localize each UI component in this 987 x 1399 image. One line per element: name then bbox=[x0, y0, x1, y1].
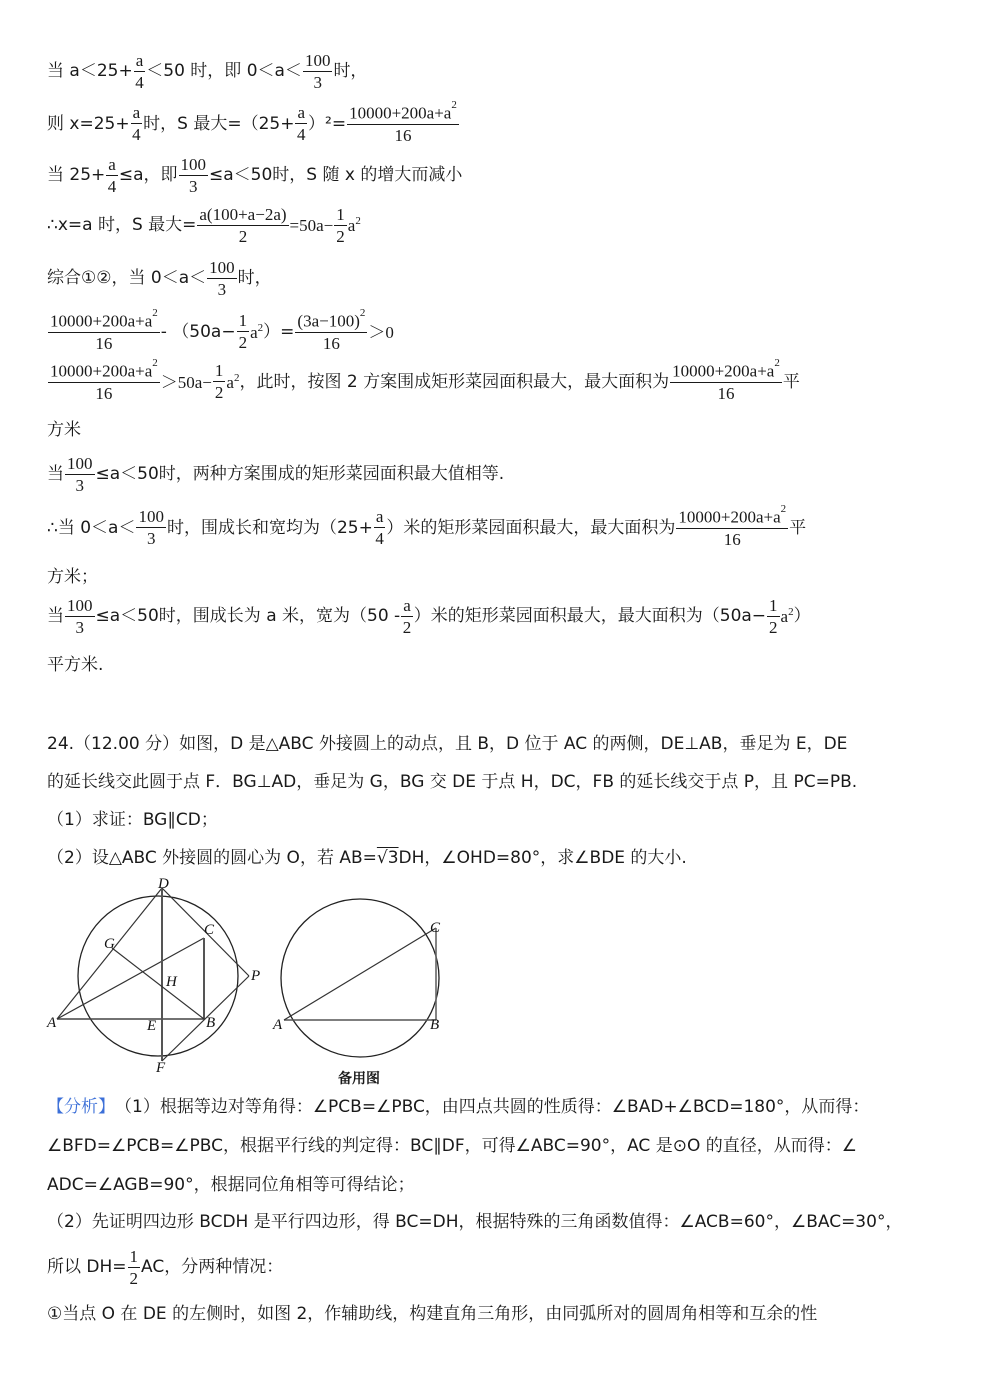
denominator: 3 bbox=[75, 617, 84, 637]
numerator: 1 bbox=[214, 361, 224, 381]
segment-AD bbox=[57, 888, 162, 1019]
denominator: 2 bbox=[402, 617, 412, 637]
denominator: 2 bbox=[769, 617, 778, 637]
question-part-1 bbox=[47, 812, 218, 829]
solution-line-2 bbox=[47, 99, 460, 145]
text: ＞50a− bbox=[160, 372, 212, 392]
denominator: 16 bbox=[723, 529, 741, 549]
solution-line-13 bbox=[47, 657, 103, 674]
question-line-2 bbox=[47, 774, 857, 791]
solution-line-1 bbox=[47, 52, 367, 92]
fraction bbox=[347, 99, 459, 145]
solution-line-7 bbox=[47, 357, 800, 403]
numerator: 10000+200a+a bbox=[50, 311, 153, 331]
circumcircle bbox=[281, 899, 439, 1057]
fraction bbox=[334, 206, 347, 246]
text: 时，S 最大=（25+ bbox=[143, 113, 295, 134]
fraction bbox=[134, 52, 146, 92]
text: ＜50 时，即 0＜a＜ bbox=[146, 61, 302, 82]
fraction bbox=[131, 104, 143, 144]
denominator: 4 bbox=[135, 72, 144, 92]
analysis-line-4 bbox=[47, 1214, 902, 1231]
text: ）²= bbox=[308, 113, 347, 134]
numerator: a bbox=[403, 596, 411, 615]
figure-2 bbox=[270, 886, 450, 1066]
text: ∴当 0＜a＜ bbox=[47, 517, 136, 538]
numerator: 100 bbox=[180, 155, 206, 174]
text: 当 25+ bbox=[47, 165, 106, 186]
fraction bbox=[670, 357, 782, 403]
denominator: 16 bbox=[717, 383, 735, 403]
text: 当 bbox=[47, 464, 64, 485]
text: a bbox=[250, 322, 258, 342]
label-H: H bbox=[166, 974, 177, 990]
label-F: F bbox=[156, 1060, 166, 1072]
text: ≤a＜50时，S 随 x 的增大而减小 bbox=[209, 165, 463, 186]
numerator: 100 bbox=[67, 454, 93, 473]
fraction bbox=[179, 156, 209, 196]
numerator: a bbox=[297, 103, 306, 123]
circumcircle bbox=[78, 896, 238, 1056]
numerator: 100 bbox=[304, 51, 331, 70]
text: ）= bbox=[263, 321, 295, 342]
solution-line-5 bbox=[47, 259, 272, 299]
exponent: 2 bbox=[451, 99, 457, 111]
text: ≤a＜50时，围成长为 a 米，宽为（50 - bbox=[95, 606, 401, 627]
text: 则 x=25+ bbox=[47, 113, 130, 134]
label-P: P bbox=[251, 968, 261, 984]
exponent: 2 bbox=[355, 215, 361, 228]
denominator: 3 bbox=[75, 475, 84, 495]
fraction bbox=[136, 508, 166, 548]
exponent: 2 bbox=[257, 321, 264, 334]
fraction bbox=[237, 312, 250, 352]
numerator: 1 bbox=[336, 205, 345, 224]
analysis-line-5 bbox=[47, 1248, 283, 1288]
fraction bbox=[197, 206, 288, 246]
denominator: 3 bbox=[146, 529, 156, 549]
numerator: (3a−100) bbox=[297, 311, 360, 331]
text: 当 a＜25+ bbox=[47, 61, 133, 82]
text: 方米； bbox=[47, 567, 98, 587]
text: ≤a＜50时，两种方案围成的矩形菜园面积最大值相等. bbox=[95, 464, 505, 485]
numerator: a bbox=[132, 103, 141, 123]
text: - （50a− bbox=[160, 321, 236, 342]
text: ADC=∠AGB=90°，根据同位角相等可得结论； bbox=[47, 1175, 415, 1195]
text: 平 bbox=[789, 517, 807, 538]
text: （1）求证：BG∥CD； bbox=[47, 810, 218, 830]
fraction bbox=[295, 307, 367, 353]
numerator: a bbox=[375, 507, 384, 527]
text: 时， bbox=[333, 61, 368, 82]
numerator: a(100+a−2a) bbox=[199, 205, 287, 224]
figure-1 bbox=[44, 876, 270, 1072]
text: （2）先证明四边形 BCDH 是平行四边形，得 BC=DH，根据特殊的三角函数值得：∠ACB=60°，∠BAC=30°， bbox=[47, 1212, 903, 1232]
fraction bbox=[676, 503, 788, 549]
fraction bbox=[207, 259, 237, 299]
analysis-tag: 【分析】 bbox=[47, 1097, 115, 1117]
label-B: B bbox=[430, 1017, 440, 1033]
fraction bbox=[48, 307, 160, 353]
text: ∴x=a 时，S 最大= bbox=[47, 215, 197, 236]
text: 平方米. bbox=[47, 655, 104, 675]
text: ） bbox=[793, 606, 811, 627]
analysis-line-2 bbox=[47, 1138, 857, 1155]
denominator: 2 bbox=[238, 226, 248, 246]
fraction bbox=[401, 597, 413, 637]
denominator: 2 bbox=[129, 1268, 139, 1288]
text: 所以 DH= bbox=[47, 1257, 127, 1278]
text: 平 bbox=[782, 371, 800, 392]
denominator: 3 bbox=[313, 72, 322, 92]
solution-line-12 bbox=[47, 597, 811, 637]
denominator: 16 bbox=[95, 383, 113, 403]
text: （1）根据等边对等角得：∠PCB=∠PBC，由四点共圆的性质得：∠BAD+∠BCD=180°，从而得： bbox=[115, 1097, 870, 1117]
fraction bbox=[767, 597, 780, 637]
numerator: 100 bbox=[138, 507, 164, 527]
numerator: 10000+200a+a bbox=[672, 361, 775, 381]
text: ，此时，按图 2 方案围成矩形菜园面积最大，最大面积为 bbox=[239, 371, 670, 392]
fraction bbox=[374, 508, 386, 548]
text: ）米的矩形菜园面积最大，最大面积为 bbox=[386, 517, 676, 538]
fraction bbox=[65, 597, 95, 637]
denominator: 2 bbox=[336, 226, 345, 246]
numerator: 1 bbox=[238, 311, 248, 331]
fraction bbox=[65, 455, 95, 495]
exponent: 2 bbox=[233, 371, 240, 384]
analysis-line-6 bbox=[47, 1306, 817, 1323]
sqrt-3: √3 bbox=[376, 848, 399, 868]
label-A: A bbox=[273, 1017, 283, 1033]
analysis-line-1 bbox=[47, 1099, 869, 1116]
solution-line-4 bbox=[47, 206, 361, 246]
label-C: C bbox=[204, 922, 215, 938]
text: 当 bbox=[47, 606, 64, 627]
text: 的延长线交此圆于点 F．BG⊥AD，垂足为 G，BG 交 DE 于点 H，DC，FB 的延长线交于点 P，且 PC=PB. bbox=[47, 772, 858, 792]
label-B: B bbox=[206, 1015, 216, 1031]
exponent: 2 bbox=[152, 357, 158, 369]
exponent: 2 bbox=[774, 357, 780, 369]
denominator: 4 bbox=[132, 125, 141, 145]
text: ＞0 bbox=[368, 322, 394, 342]
text: AC，分两种情况： bbox=[141, 1257, 284, 1278]
text: ①当点 O 在 DE 的左侧时，如图 2，作辅助线，构建直角三角形，由同弧所对的圆周角相等和互余的性 bbox=[47, 1304, 818, 1324]
label-G: G bbox=[104, 936, 115, 952]
label-D: D bbox=[158, 876, 169, 892]
solution-line-3 bbox=[47, 156, 462, 196]
segment-AC bbox=[284, 928, 436, 1020]
fraction bbox=[303, 52, 333, 92]
solution-line-11 bbox=[47, 569, 98, 586]
numerator: 100 bbox=[209, 258, 235, 277]
text: DH，∠OHD=80°，求∠BDE 的大小. bbox=[398, 848, 687, 868]
solution-line-8 bbox=[47, 422, 81, 439]
text: =50a− bbox=[289, 216, 334, 236]
text: a bbox=[347, 216, 356, 236]
fraction bbox=[48, 357, 160, 403]
denominator: 4 bbox=[375, 529, 384, 549]
segment-AC bbox=[57, 938, 204, 1019]
numerator: 1 bbox=[769, 596, 778, 615]
exponent: 2 bbox=[359, 307, 366, 319]
denominator: 2 bbox=[238, 333, 248, 353]
text: 方米 bbox=[47, 420, 81, 440]
denominator: 4 bbox=[107, 176, 117, 196]
denominator: 4 bbox=[296, 125, 306, 145]
denominator: 16 bbox=[95, 333, 113, 353]
text: 24.（12.00 分）如图，D 是△ABC 外接圆上的动点，且 B，D 位于 AC 的两侧，DE⊥AB，垂足为 E，DE bbox=[47, 734, 848, 754]
text: a bbox=[226, 372, 234, 392]
label-A: A bbox=[47, 1015, 57, 1031]
solution-line-9 bbox=[47, 455, 504, 495]
label-E: E bbox=[147, 1018, 157, 1034]
text: （2）设△ABC 外接圆的圆心为 O，若 AB= bbox=[47, 848, 377, 868]
figure-2-caption: 备用图 bbox=[338, 1071, 380, 1087]
text: 综合①②，当 0＜a＜ bbox=[47, 268, 207, 289]
fraction bbox=[295, 104, 307, 144]
solution-line-10 bbox=[47, 503, 807, 549]
fraction bbox=[106, 156, 118, 196]
fraction bbox=[128, 1248, 141, 1288]
numerator: 10000+200a+a bbox=[678, 507, 781, 527]
text: 时，围成长和宽均为（25+ bbox=[166, 517, 373, 538]
numerator: 100 bbox=[67, 596, 93, 615]
denominator: 16 bbox=[394, 125, 412, 145]
fraction bbox=[213, 362, 226, 402]
text: ∠BFD=∠PCB=∠PBC，根据平行线的判定得：BC∥DF，可得∠ABC=90°，AC 是⊙O 的直径，从而得：∠ bbox=[47, 1136, 857, 1156]
label-C: C bbox=[430, 920, 441, 936]
analysis-line-3 bbox=[47, 1177, 415, 1194]
segment-GB bbox=[112, 948, 204, 1019]
solution-line-6 bbox=[47, 307, 394, 353]
denominator: 3 bbox=[217, 279, 227, 299]
numerator: a bbox=[135, 51, 144, 70]
text: a bbox=[780, 607, 789, 627]
question-part-2 bbox=[47, 850, 687, 867]
exponent: 2 bbox=[780, 503, 787, 515]
numerator: 1 bbox=[129, 1247, 139, 1266]
question-line-1 bbox=[47, 736, 847, 753]
denominator: 16 bbox=[322, 333, 340, 353]
numerator: 10000+200a+a bbox=[349, 103, 452, 123]
text: 时， bbox=[237, 268, 272, 289]
text: ）米的矩形菜园面积最大，最大面积为（50a− bbox=[413, 606, 767, 627]
denominator: 3 bbox=[189, 176, 198, 196]
text: ≤a，即 bbox=[118, 165, 178, 186]
numerator: 10000+200a+a bbox=[50, 361, 153, 381]
exponent: 2 bbox=[152, 307, 158, 319]
numerator: a bbox=[108, 155, 116, 174]
exponent: 2 bbox=[788, 606, 794, 619]
denominator: 2 bbox=[214, 383, 224, 403]
